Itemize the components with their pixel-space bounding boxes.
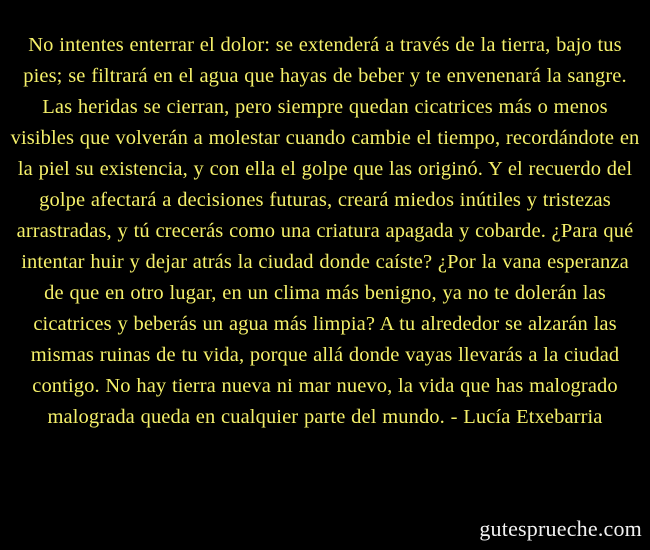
quote-text: No intentes enterrar el dolor: se extenderá a través de la tierra, bajo tus pies; se filtrará en el agua que hayas de beber y te envenenará la sangre. Las heridas se cierran, pero siempre quedan cicatrices más o menos visibles que volverán a molestar cuando cambie el tiempo, recordándote en la piel su existencia, y con ella el golpe que las originó. Y el recuerdo del golpe afectará a decisiones futuras, creará miedos inútiles y tristezas arrastradas, y tú crecerás como una criatura apagada y cobarde. ¿Para qué intentar huir y dejar atrás la ciudad donde caíste? ¿Por la vana esperanza de que en otro lugar, en un clima más benigno, ya no te dolerán las cicatrices y beberás un agua más limpia? A tu alrededor se alzarán las mismas ruinas de tu vida, porque allá donde vayas llevarás a la ciudad contigo. No hay tierra nueva ni mar nuevo, la vida que has malogrado malograda queda en cualquier parte del mundo. - Lucía Etxebarria	[10, 34, 646, 428]
watermark-label: gutesprueche.com	[479, 516, 642, 541]
